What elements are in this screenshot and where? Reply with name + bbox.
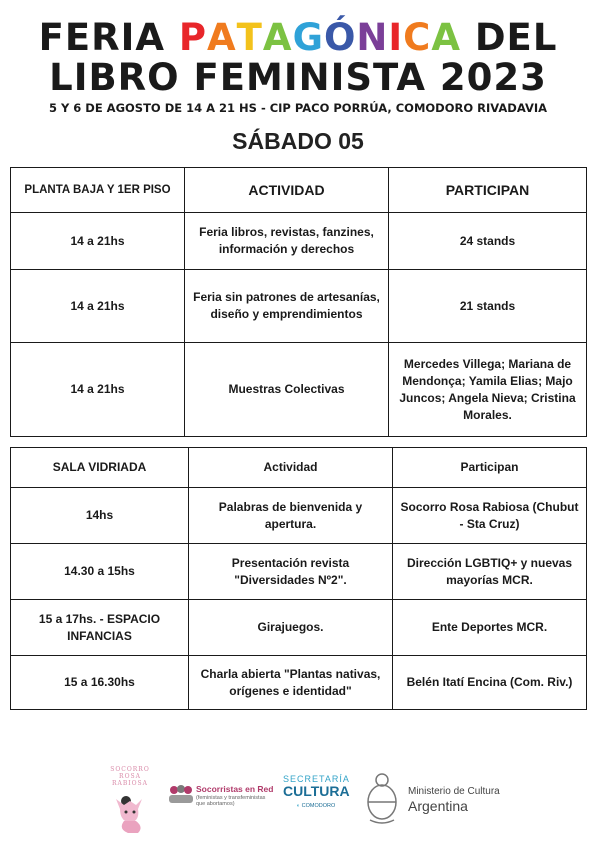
table-header-row bbox=[11, 168, 587, 213]
rainbow-letter: Ó bbox=[323, 16, 357, 59]
rainbow-letter: A bbox=[262, 16, 293, 59]
title-line-1 bbox=[0, 18, 596, 58]
coat-of-arms-icon bbox=[362, 770, 402, 826]
rainbow-letter: I bbox=[388, 16, 404, 59]
title-rainbow-word bbox=[179, 16, 461, 59]
activity-cell: Muestras Colectivas bbox=[185, 343, 389, 437]
title-post: DEL bbox=[460, 16, 558, 59]
table-row bbox=[11, 213, 587, 270]
table-row bbox=[11, 600, 587, 656]
activity-cell: Girajuegos. bbox=[189, 600, 393, 656]
time-cell: 14hs bbox=[11, 488, 189, 544]
rainbow-letter: A bbox=[207, 16, 237, 59]
table-row bbox=[11, 544, 587, 600]
activity-cell: Feria sin patrones de artesanías, diseño y emprendimientos bbox=[185, 270, 389, 343]
time-cell: 14 a 21hs bbox=[11, 270, 185, 343]
header-cell: PLANTA BAJA Y 1ER PISO bbox=[11, 168, 185, 213]
table-row bbox=[11, 656, 587, 710]
activity-cell: Charla abierta "Plantas nativas, orígenes e identidad" bbox=[189, 656, 393, 710]
table-row bbox=[11, 343, 587, 437]
ministerio-label: Ministerio de Cultura bbox=[408, 786, 500, 797]
time-cell: 14 a 21hs bbox=[11, 213, 185, 270]
table-row bbox=[11, 488, 587, 544]
activity-cell: Presentación revista "Diversidades Nº2". bbox=[189, 544, 393, 600]
activity-cell: Palabras de bienvenida y apertura. bbox=[189, 488, 393, 544]
schedule-table-planta-baja bbox=[10, 167, 587, 437]
event-subtitle: 5 Y 6 DE AGOSTO DE 14 A 21 HS - CIP PACO PORRÚA, COMODORO RIVADAVIA bbox=[48, 101, 548, 115]
comodoro-label bbox=[283, 803, 349, 809]
cultura-label: CULTURA bbox=[283, 783, 350, 799]
participants-cell: Ente Deportes MCR. bbox=[393, 600, 587, 656]
rainbow-letter: A bbox=[431, 16, 461, 59]
argentina-label: Argentina bbox=[408, 798, 468, 814]
participants-cell: Mercedes Villega; Mariana de Mendonça; Yamila Elias; Majo Juncos; Angela Nieva; Cristina Morales. bbox=[389, 343, 587, 437]
rainbow-letter: T bbox=[236, 16, 263, 59]
comodoro-label-text: COMODORO bbox=[301, 803, 336, 809]
time-cell: 15 a 17hs. - ESPACIO INFANCIAS bbox=[11, 600, 189, 656]
activity-cell: Feria libros, revistas, fanzines, información y derechos bbox=[185, 213, 389, 270]
header-cell: ACTIVIDAD bbox=[185, 168, 389, 213]
sponsor-logos bbox=[0, 766, 596, 836]
header-cell: Participan bbox=[393, 448, 587, 488]
table-row bbox=[11, 270, 587, 343]
header-cell: Actividad bbox=[189, 448, 393, 488]
time-cell: 15 a 16.30hs bbox=[11, 656, 189, 710]
time-cell: 14 a 21hs bbox=[11, 343, 185, 437]
comodoro-circle-icon: ◐ bbox=[296, 803, 301, 809]
socorro-logo-text: SOCORRO ROSA RABIOSA bbox=[110, 766, 150, 787]
socorro-rosa-rabiosa-logo bbox=[100, 766, 160, 840]
title-line-2: LIBRO FEMINISTA 2023 bbox=[49, 56, 547, 99]
fox-icon bbox=[110, 787, 150, 835]
secretaria-label: SECRETARÍA bbox=[283, 774, 350, 784]
day-heading: SÁBADO 05 bbox=[232, 128, 364, 154]
secretaria-cultura-logo bbox=[283, 774, 349, 809]
participants-cell: 21 stands bbox=[389, 270, 587, 343]
header-cell: SALA VIDRIADA bbox=[11, 448, 189, 488]
socorristas-title: Socorristas en Red bbox=[196, 784, 274, 794]
group-icon bbox=[168, 784, 194, 806]
rainbow-letter: C bbox=[403, 16, 432, 59]
rainbow-letter: N bbox=[356, 16, 389, 59]
participants-cell: 24 stands bbox=[389, 213, 587, 270]
time-cell: 14.30 a 15hs bbox=[11, 544, 189, 600]
participants-cell: Dirección LGBTIQ+ y nuevas mayorías MCR. bbox=[393, 544, 587, 600]
socorristas-subtitle: (feministas y transfeministas que abortamos) bbox=[196, 795, 266, 807]
rainbow-letter: P bbox=[178, 16, 208, 59]
rainbow-letter: G bbox=[292, 16, 324, 59]
title-pre: FERIA bbox=[38, 16, 179, 59]
participants-cell: Socorro Rosa Rabiosa (Chubut - Sta Cruz) bbox=[393, 488, 587, 544]
participants-cell: Belén Itatí Encina (Com. Riv.) bbox=[393, 656, 587, 710]
table-header-row bbox=[11, 448, 587, 488]
header-cell: PARTICIPAN bbox=[389, 168, 587, 213]
schedule-table-sala-vidriada bbox=[10, 447, 587, 710]
